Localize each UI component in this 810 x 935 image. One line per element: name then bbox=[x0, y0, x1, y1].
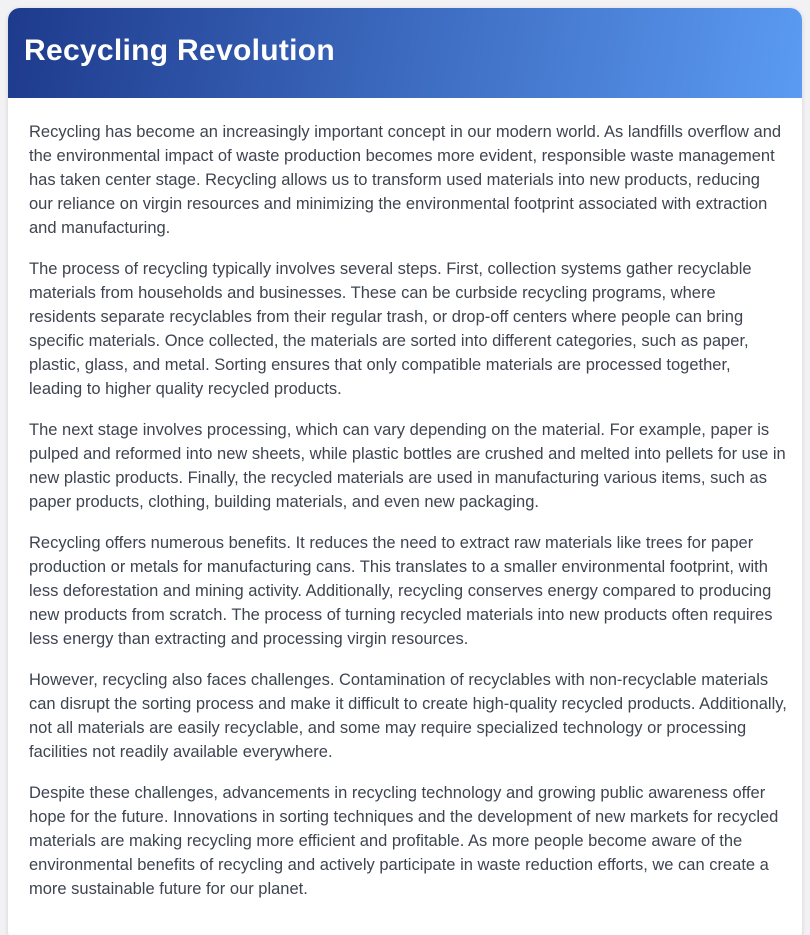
paragraph: The next stage involves processing, which can vary depending on the material. For example, paper is pulped and reformed into new sheets, while plastic bottles are crushed and melted into pellets for use in new plastic products. Finally, the recycled materials are used in manufacturing various items, such as paper products, clothing, building materials, and even new packaging. bbox=[29, 421, 786, 511]
paragraph: Despite these challenges, advancements in recycling technology and growing public awareness offer hope for the future. Innovations in sorting techniques and the development of new markets for recycled materials are making recycling more efficient and profitable. As more people become aware of the environmental benefits of recycling and actively participate in waste reduction efforts, we can create a more sustainable future for our planet. bbox=[29, 784, 779, 898]
paragraph: Recycling has become an increasingly important concept in our modern world. As landfills overflow and the environmental impact of waste production becomes more evident, responsible waste management has taken center stage. Recycling allows us to transform used materials into new products, reducing our reliance on virgin resources and minimizing the environmental footprint associated with extraction and manufacturing. bbox=[29, 123, 782, 237]
paragraph: The process of recycling typically involves several steps. First, collection systems gather recyclable materials from households and businesses. These can be curbside recycling programs, where residents separate recyclables from their regular trash, or drop-off centers where people can bring specific materials. Once collected, the materials are sorted into different categories, such as paper, plastic, glass, and metal. Sorting ensures that only compatible materials are processed together, leading to higher quality recycled products. bbox=[29, 260, 752, 398]
page-title: Recycling Revolution bbox=[24, 34, 336, 67]
paragraph: Recycling offers numerous benefits. It reduces the need to extract raw materials like trees for paper production or metals for manufacturing cans. This translates to a smaller environmental footprint, with less deforestation and mining activity. Additionally, recycling conserves energy compared to producing new products from scratch. The process of turning recycled materials into new products often requires less energy than extracting and processing virgin resources. bbox=[29, 534, 773, 648]
article-header-banner bbox=[8, 8, 802, 98]
article-body bbox=[8, 98, 802, 935]
paragraph: However, recycling also faces challenges. Contamination of recyclables with non-recyclable materials can disrupt the sorting process and make it difficult to create high-quality recycled products. Additionally, not all materials are easily recyclable, and some may require specialized technology or processing facilities not readily available everywhere. bbox=[29, 671, 787, 761]
article-card bbox=[8, 8, 802, 935]
